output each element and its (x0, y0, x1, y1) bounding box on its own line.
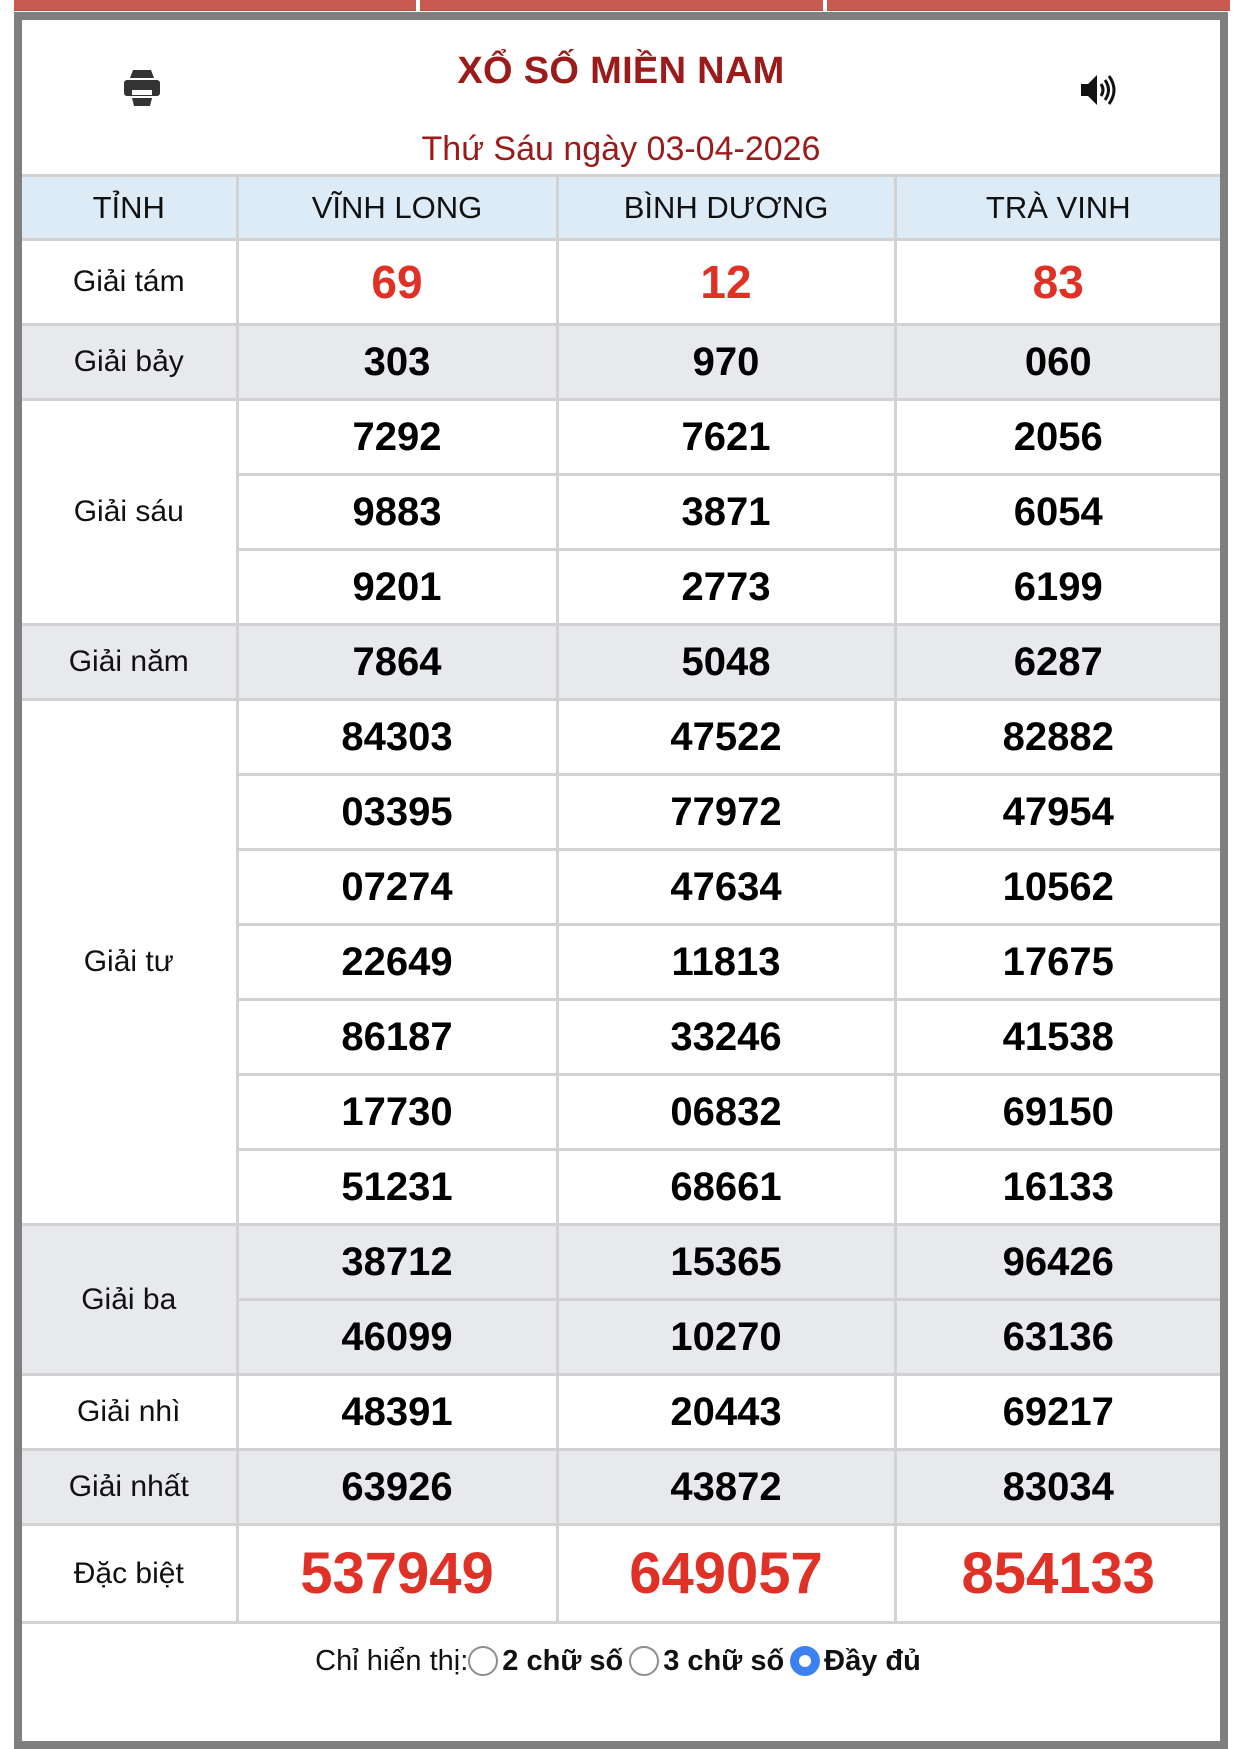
column-header-vinh-long[interactable]: VĨNH LONG (237, 176, 557, 240)
prize-number: 83 (895, 240, 1220, 325)
prize-number: 07274 (237, 850, 557, 925)
prize-number: 47954 (895, 775, 1220, 850)
prize-number: 48391 (237, 1375, 557, 1450)
prize-number: 7864 (237, 625, 557, 700)
prize-label: Giải nhì (22, 1375, 237, 1450)
radio-full-selected[interactable] (790, 1646, 820, 1676)
page-title: XỔ SỐ MIỀN NAM (457, 50, 785, 92)
display-options (22, 1624, 1220, 1696)
prize-number: 12 (557, 240, 895, 325)
prize-number: 20443 (557, 1375, 895, 1450)
special-prize-number: 854133 (895, 1525, 1220, 1623)
prize-number: 10562 (895, 850, 1220, 925)
prize-number: 51231 (237, 1150, 557, 1225)
prize-number: 69150 (895, 1075, 1220, 1150)
special-prize-number: 649057 (557, 1525, 895, 1623)
option-3-digits[interactable] (629, 1645, 790, 1678)
prize-number: 2056 (895, 400, 1220, 475)
prize-row-g8 (22, 240, 1220, 325)
prize-number: 11813 (557, 925, 895, 1000)
option-2-digits[interactable] (468, 1645, 629, 1678)
prize-number: 17730 (237, 1075, 557, 1150)
prize-number: 6199 (895, 550, 1220, 625)
prize-label: Giải nhất (22, 1450, 237, 1525)
option-label: 3 chữ số (663, 1644, 785, 1677)
speaker-icon[interactable] (1078, 72, 1118, 108)
prize-number: 69 (237, 240, 557, 325)
prize-label: Giải ba (22, 1225, 237, 1375)
results-box (14, 12, 1228, 1749)
radio-3-digits[interactable] (629, 1646, 659, 1676)
prize-number: 69217 (895, 1375, 1220, 1450)
radio-2-digits[interactable] (468, 1646, 498, 1676)
prize-label: Đặc biệt (22, 1525, 237, 1623)
prize-number: 83034 (895, 1450, 1220, 1525)
prize-number: 303 (237, 325, 557, 400)
prize-number: 77972 (557, 775, 895, 850)
prize-number: 6287 (895, 625, 1220, 700)
option-label: 2 chữ số (502, 1644, 624, 1677)
prize-label: Giải sáu (22, 400, 237, 625)
prize-label: Giải năm (22, 625, 237, 700)
prize-row-special (22, 1525, 1220, 1623)
prize-number: 47634 (557, 850, 895, 925)
prize-number: 33246 (557, 1000, 895, 1075)
prize-row-g1 (22, 1450, 1220, 1525)
option-full[interactable] (790, 1645, 927, 1678)
prize-row-g4 (22, 700, 1220, 775)
prize-number: 38712 (237, 1225, 557, 1300)
prize-number: 060 (895, 325, 1220, 400)
prize-row-g5 (22, 625, 1220, 700)
prize-label: Giải bảy (22, 325, 237, 400)
prize-number: 3871 (557, 475, 895, 550)
prize-number: 41538 (895, 1000, 1220, 1075)
prize-number: 63926 (237, 1450, 557, 1525)
prize-number: 9201 (237, 550, 557, 625)
prize-label: Giải tám (22, 240, 237, 325)
prize-number: 10270 (557, 1300, 895, 1375)
prize-number: 46099 (237, 1300, 557, 1375)
prize-number: 7621 (557, 400, 895, 475)
prize-row-g2 (22, 1375, 1220, 1450)
prize-number: 86187 (237, 1000, 557, 1075)
prize-number: 68661 (557, 1150, 895, 1225)
prize-number: 43872 (557, 1450, 895, 1525)
prize-number: 84303 (237, 700, 557, 775)
column-header-province: TỈNH (22, 176, 237, 240)
prize-label: Giải tư (22, 700, 237, 1225)
nav-tab-3[interactable] (827, 0, 1230, 11)
prize-number: 9883 (237, 475, 557, 550)
top-nav-tabs (14, 0, 1230, 10)
results-header (22, 20, 1220, 174)
prize-number: 47522 (557, 700, 895, 775)
prize-number: 970 (557, 325, 895, 400)
prize-number: 63136 (895, 1300, 1220, 1375)
prize-number: 82882 (895, 700, 1220, 775)
display-options-label: Chỉ hiển thị: (315, 1644, 469, 1677)
prize-number: 15365 (557, 1225, 895, 1300)
draw-date: Thứ Sáu ngày 03-04-2026 (421, 130, 821, 168)
prize-number: 03395 (237, 775, 557, 850)
prize-number: 22649 (237, 925, 557, 1000)
table-header-row (22, 176, 1220, 240)
prize-row-g3 (22, 1225, 1220, 1300)
prize-number: 96426 (895, 1225, 1220, 1300)
nav-tab-2[interactable] (420, 0, 823, 11)
prize-number: 2773 (557, 550, 895, 625)
results-table (22, 174, 1220, 1624)
special-prize-number: 537949 (237, 1525, 557, 1623)
prize-number: 17675 (895, 925, 1220, 1000)
prize-number: 5048 (557, 625, 895, 700)
nav-tab-1[interactable] (14, 0, 416, 11)
prize-number: 7292 (237, 400, 557, 475)
option-label: Đầy đủ (824, 1644, 921, 1677)
column-header-tra-vinh[interactable]: TRÀ VINH (895, 176, 1220, 240)
prize-number: 06832 (557, 1075, 895, 1150)
prize-row-g7 (22, 325, 1220, 400)
prize-row-g6 (22, 400, 1220, 475)
prize-number: 16133 (895, 1150, 1220, 1225)
prize-number: 6054 (895, 475, 1220, 550)
column-header-binh-duong[interactable]: BÌNH DƯƠNG (557, 176, 895, 240)
